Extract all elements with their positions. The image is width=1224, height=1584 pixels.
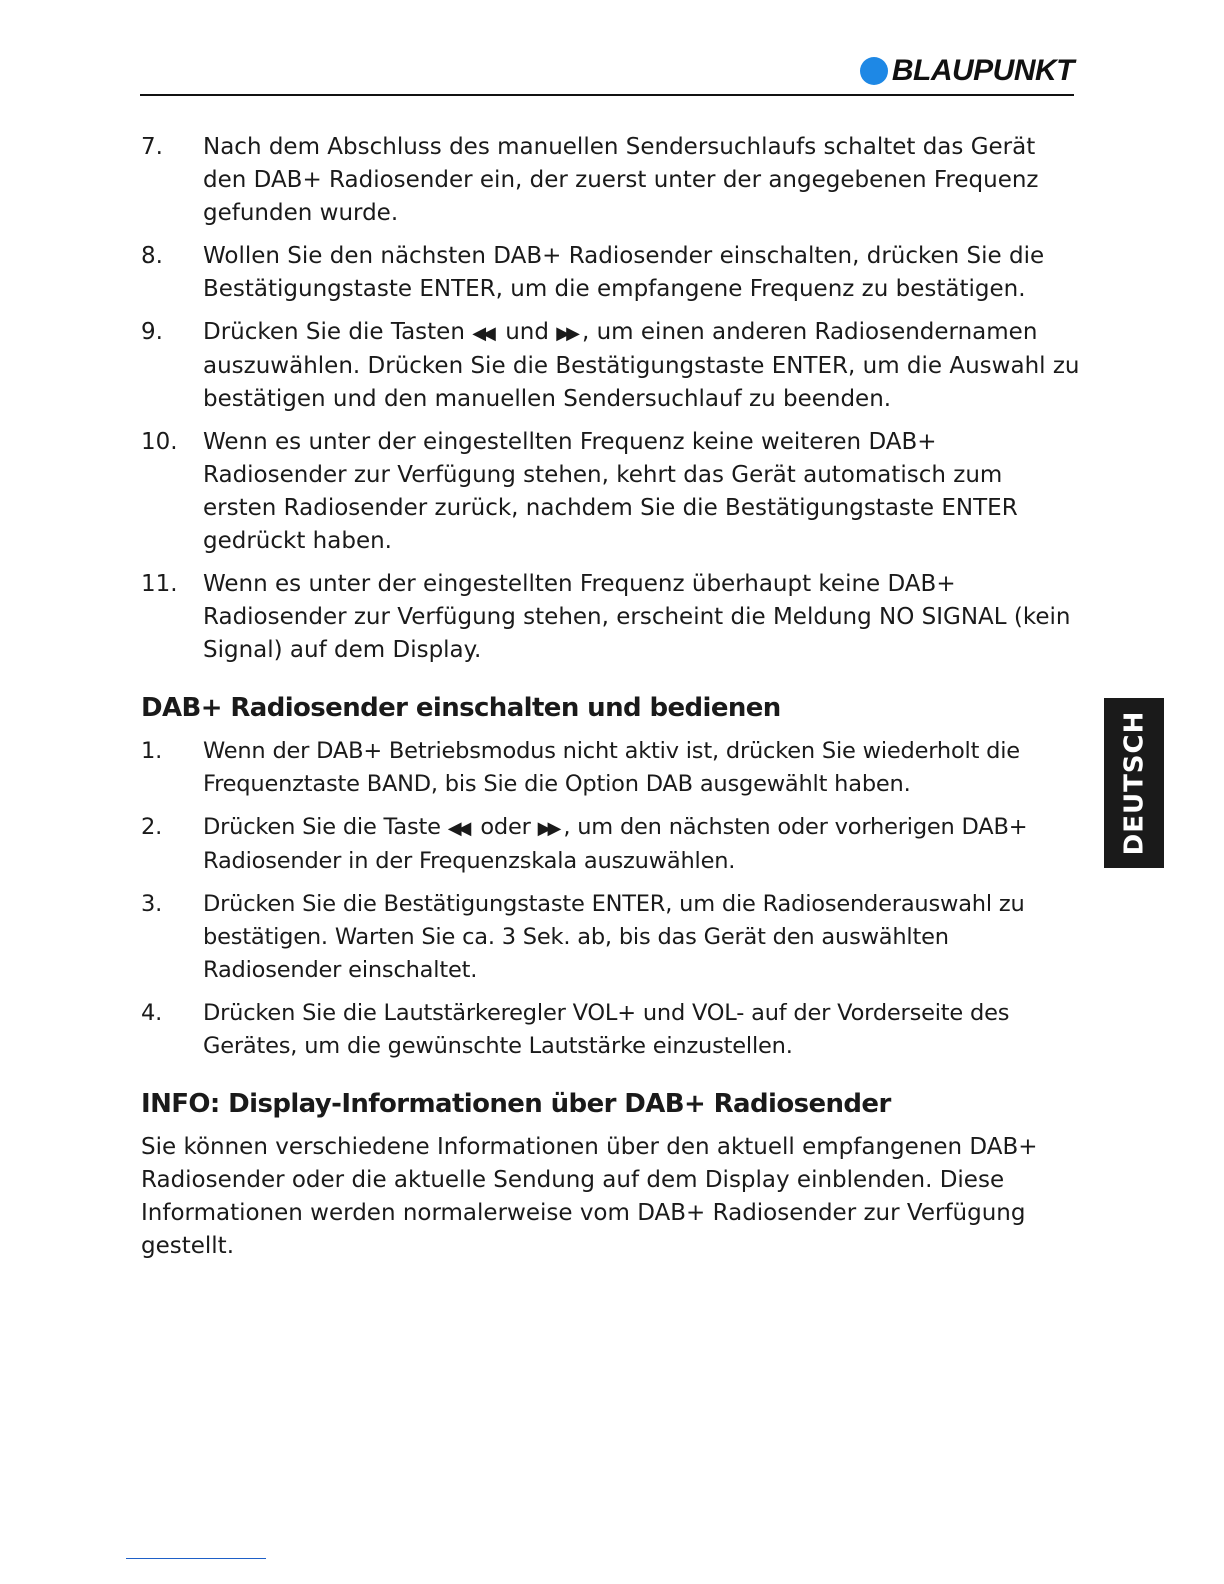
info-paragraph: Sie können verschiedene Informationen über den aktuell empfangenen DAB+ Radiosender oder die aktuelle Sendung auf dem Display einblenden. Diese Informationen werden normalerweise vom DAB+ Radiosender zur Verfügung gestellt. bbox=[141, 1134, 1038, 1259]
list-item bbox=[141, 997, 1081, 1063]
step-text-mid: und bbox=[505, 319, 549, 345]
step-number: 7. bbox=[141, 134, 163, 160]
step-text-before: Drücken Sie die Tasten bbox=[203, 319, 465, 345]
step-text: Drücken Sie die Bestätigungstaste ENTER, um die Radiosenderauswahl zu bestätigen. Warten Sie ca. 3 Sek. ab, bis das Gerät den auswählten Radiosender einschaltet. bbox=[203, 891, 1025, 983]
step-number: 2. bbox=[141, 814, 163, 840]
step-number: 10. bbox=[141, 429, 178, 455]
step-number: 8. bbox=[141, 243, 163, 269]
step-text-mid: oder bbox=[480, 814, 531, 840]
page-content bbox=[141, 131, 1081, 1263]
step-number: 1. bbox=[141, 738, 163, 764]
step-text: Wenn der DAB+ Betriebsmodus nicht aktiv ist, drücken Sie wiederholt die Frequenztaste BAND, bis Sie die Option DAB ausgewählt haben. bbox=[203, 738, 1020, 797]
brand-logo bbox=[860, 56, 1074, 86]
rewind-icon: ◀◀ bbox=[447, 818, 468, 839]
step-text: Wenn es unter der eingestellten Frequenz keine weiteren DAB+ Radiosender zur Verfügung stehen, kehrt das Gerät automatisch zum ersten Radiosender zurück, nachdem Sie die Bestätigungstaste ENTER gedrückt haben. bbox=[203, 429, 1018, 554]
step-text bbox=[203, 811, 1081, 878]
step-number: 11. bbox=[141, 571, 178, 597]
list-item bbox=[141, 888, 1081, 987]
step-text-after: , um einen anderen Radiosendernamen auszuwählen. Drücken Sie die Bestätigungstaste ENTER, um die Auswahl zu bestätigen und den manuellen Sendersuchlauf zu beenden. bbox=[203, 319, 1080, 412]
step-text: Drücken Sie die Lautstärkeregler VOL+ und VOL- auf der Vorderseite des Gerätes, um die gewünschte Lautstärke einzustellen. bbox=[203, 1000, 1010, 1059]
step-text-before: Drücken Sie die Taste bbox=[203, 814, 441, 840]
fast-forward-icon: ▶▶ bbox=[556, 323, 576, 344]
step-text: Wollen Sie den nächsten DAB+ Radiosender einschalten, drücken Sie die Bestätigungstaste ENTER, um die empfangene Frequenz zu bestätigen. bbox=[203, 243, 1045, 302]
step-text: Wenn es unter der eingestellten Frequenz überhaupt keine DAB+ Radiosender zur Verfügung stehen, erscheint die Meldung NO SIGNAL (kein Signal) auf dem Display. bbox=[203, 571, 1071, 663]
language-tab bbox=[1104, 698, 1164, 868]
fast-forward-icon: ▶▶ bbox=[537, 818, 558, 839]
list-item bbox=[141, 316, 1081, 416]
list-item bbox=[141, 426, 1081, 558]
header-divider bbox=[140, 94, 1074, 96]
step-number: 4. bbox=[141, 1000, 163, 1026]
step-number: 9. bbox=[141, 319, 163, 345]
rewind-icon: ◀◀ bbox=[472, 323, 492, 344]
list-item bbox=[141, 568, 1081, 667]
list-item bbox=[141, 735, 1081, 801]
step-text: Nach dem Abschluss des manuellen Sendersuchlaufs schaltet das Gerät den DAB+ Radiosender ein, der zuerst unter der angegebenen Frequenz gefunden wurde. bbox=[203, 134, 1039, 226]
list-item bbox=[141, 811, 1081, 878]
language-tab-label: DEUTSCH bbox=[1119, 710, 1150, 856]
operate-steps bbox=[141, 735, 1081, 1063]
step-number: 3. bbox=[141, 891, 163, 917]
list-item bbox=[141, 240, 1081, 306]
footer-divider bbox=[126, 1558, 266, 1559]
section-heading-operate: DAB+ Radiosender einschalten und bedienen bbox=[141, 693, 781, 723]
step-text-after: , um den nächsten oder vorherigen DAB+ Radiosender in der Frequenzskala auszuwählen. bbox=[203, 814, 1028, 874]
brand-dot-icon bbox=[860, 57, 888, 85]
step-text bbox=[203, 316, 1081, 416]
manual-scan-steps bbox=[141, 131, 1081, 667]
brand-name: BLAUPUNKT bbox=[891, 54, 1074, 87]
section-heading-info: INFO: Display-Informationen über DAB+ Radiosender bbox=[141, 1089, 891, 1119]
list-item bbox=[141, 131, 1081, 230]
